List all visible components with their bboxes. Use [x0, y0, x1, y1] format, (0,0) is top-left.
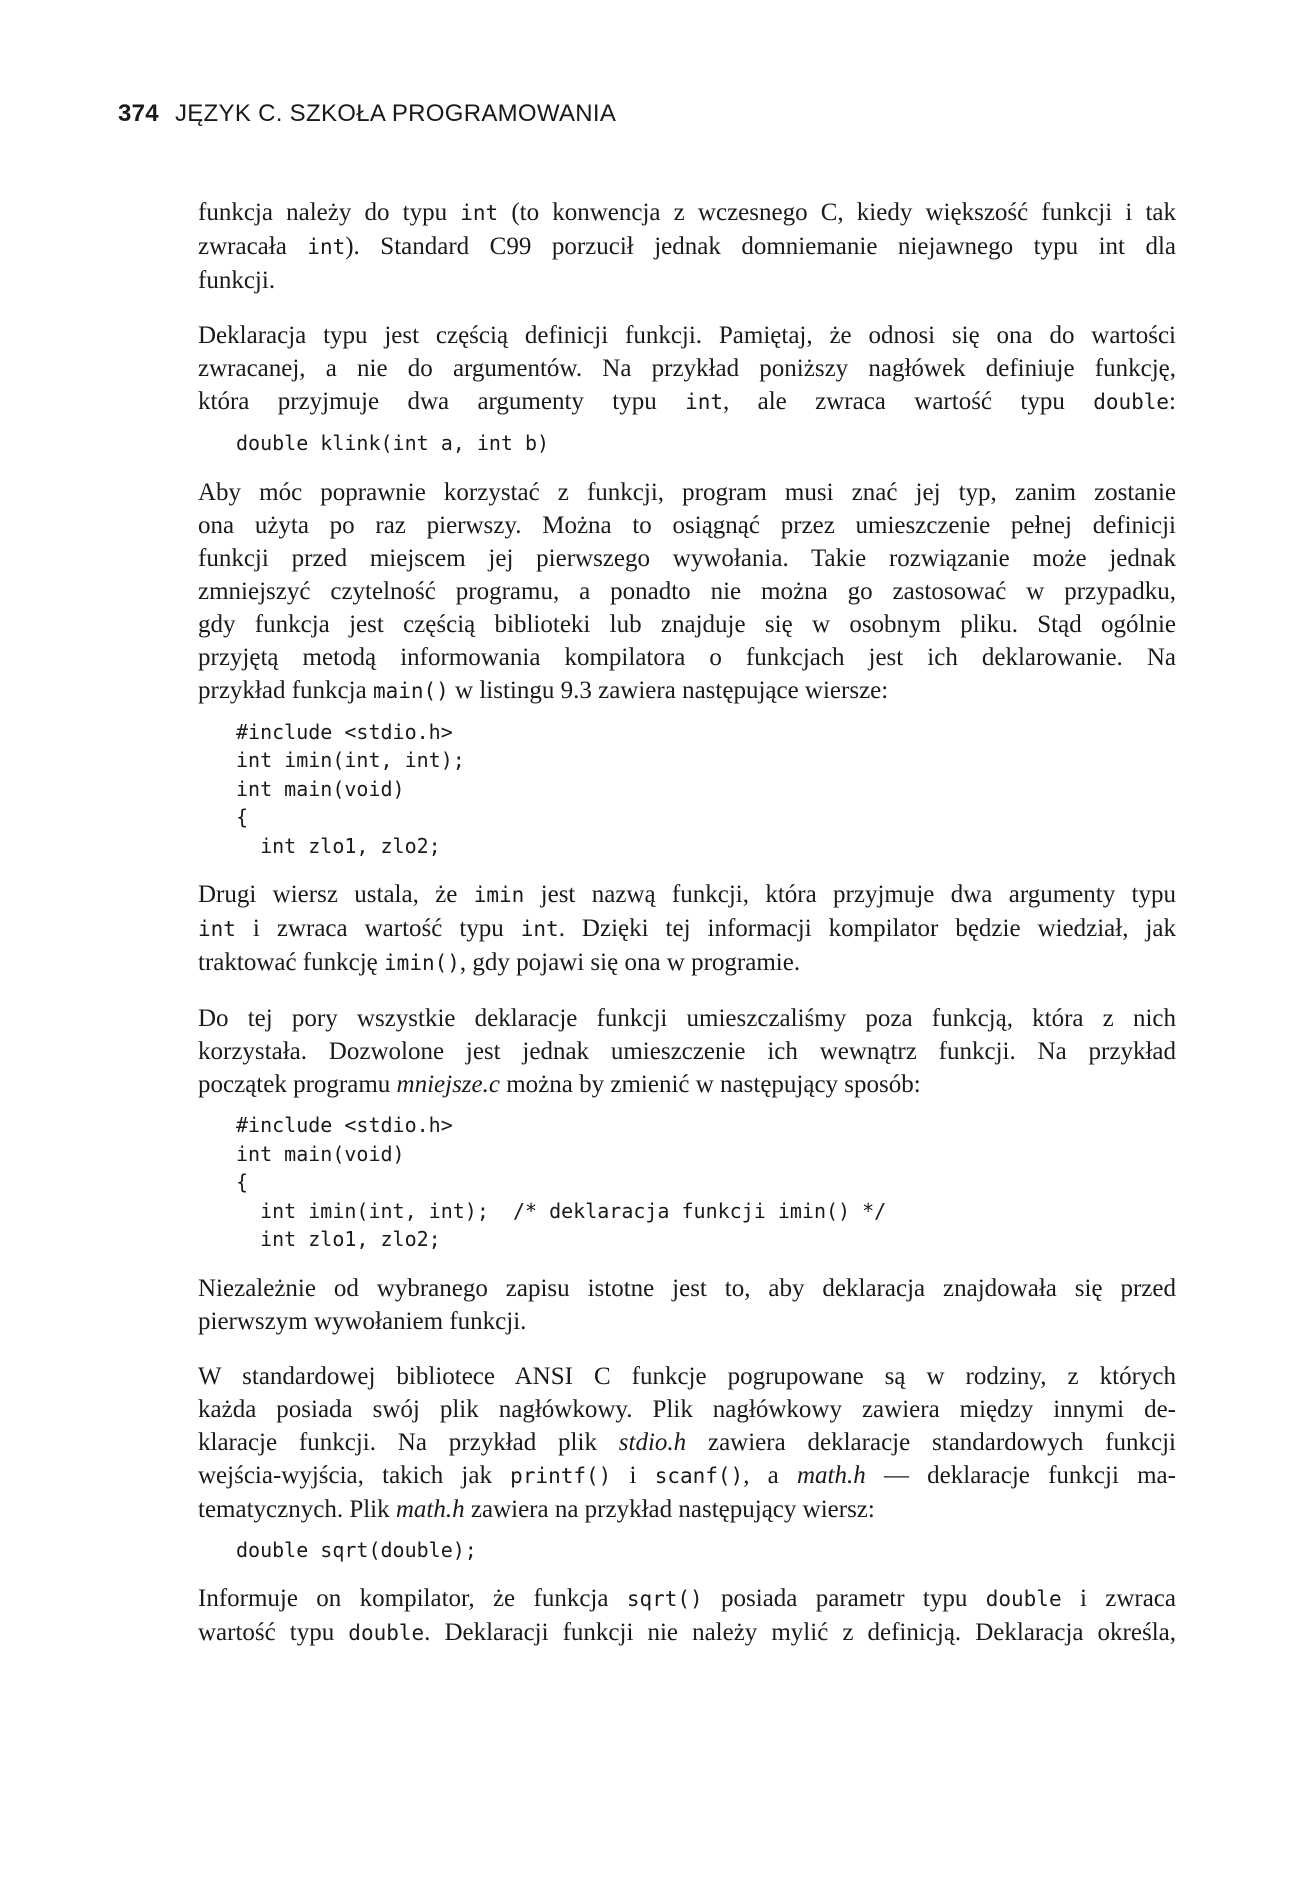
- text: funkcja należy do typu: [198, 199, 461, 226]
- code-line: {: [236, 805, 249, 829]
- text-line: zmniejszyć czytelność programu, a ponadto nie można go zastosować w przypadku,: [198, 577, 1176, 605]
- inline-code: printf(): [510, 1463, 612, 1488]
- paragraph-4: [198, 878, 1176, 980]
- code-line: int imin(int, int);: [236, 748, 465, 772]
- text-line: [198, 1426, 1176, 1459]
- text-line: Aby móc poprawnie korzystać z funkcji, program musi znać jej typ, zanim zostanie: [198, 478, 1176, 506]
- text-line: [198, 1459, 1176, 1493]
- text: i: [611, 1461, 655, 1489]
- text-line: W standardowej bibliotece ANSI C funkcje pogrupowane są w rodziny, z których: [198, 1362, 1176, 1390]
- text-line: [198, 1493, 1176, 1526]
- inline-code: int: [307, 235, 346, 259]
- text-line: [198, 385, 1176, 419]
- code-line: double sqrt(double);: [236, 1537, 477, 1562]
- filename: stdio.h: [618, 1428, 687, 1456]
- text: traktować funkcję: [198, 949, 385, 976]
- page-content: [198, 196, 1176, 1672]
- code-line: double klink(int a, int b): [236, 431, 550, 455]
- text: i zwraca: [1061, 1585, 1176, 1612]
- text-line: [198, 196, 1176, 230]
- text-line: [198, 878, 1176, 912]
- code-block-3: [236, 1111, 1176, 1254]
- code-block-1: [236, 429, 1176, 458]
- paragraph-8: [198, 1582, 1176, 1650]
- text-line: korzystała. Dozwolone jest jednak umieszczenie ich wewnątrz funkcji. Na przykład: [198, 1038, 1176, 1065]
- text: (to konwencja z wczesnego C, kiedy większość funkcji i tak: [498, 199, 1176, 226]
- text: początek programu: [198, 1071, 397, 1098]
- text-line: zwracanej, a nie do argumentów. Na przykład poniższy nagłówek definiuje funkcję,: [198, 355, 1176, 382]
- code-block-2: [236, 718, 1176, 861]
- text: ). Standard C99 porzucił jednak domniemanie niejawnego typu int dla: [345, 233, 1176, 260]
- code-line: {: [236, 1170, 249, 1194]
- filename: math.h: [797, 1461, 866, 1489]
- text-line: pierwszym wywołaniem funkcji.: [198, 1307, 527, 1335]
- text: . Dzięki tej informacji kompilator będzie wiedział, jak: [558, 915, 1176, 942]
- text: . Deklaracji funkcji nie należy mylić z definicją. Deklaracja określa,: [424, 1619, 1176, 1646]
- text: , ale zwraca wartość typu: [723, 388, 1094, 415]
- code-line: int main(void): [236, 1141, 405, 1166]
- inline-code: double: [348, 1621, 425, 1645]
- paragraph-5: [198, 1002, 1176, 1101]
- text: Informuje on kompilator, że funkcja: [198, 1585, 627, 1612]
- text: jest nazwą funkcji, która przyjmuje dwa argumenty typu: [524, 881, 1177, 908]
- paragraph-7: [198, 1360, 1176, 1526]
- paragraph-2: [198, 319, 1176, 419]
- code-line: int zlo1, zlo2;: [236, 833, 441, 858]
- code-line: int zlo1, zlo2;: [236, 1227, 441, 1251]
- page-number: 374: [118, 100, 159, 127]
- inline-code: imin: [473, 883, 525, 907]
- text-line: Niezależnie od wybranego zapisu istotne jest to, aby deklaracja znajdowała się przed: [198, 1274, 1176, 1302]
- code-line: int main(void): [236, 776, 405, 801]
- text: zwracała: [198, 233, 308, 260]
- text: przykład funkcja: [198, 676, 373, 704]
- text-line: [198, 1582, 1176, 1616]
- inline-code: scanf(): [654, 1463, 744, 1488]
- filename: math.h: [395, 1495, 465, 1523]
- text: tematycznych. Plik: [198, 1495, 396, 1523]
- inline-code: int: [520, 917, 559, 941]
- text-line: [198, 674, 1176, 708]
- inline-code: sqrt(): [626, 1587, 703, 1611]
- text-line: funkcji przed miejscem jej pierwszego wywołania. Takie rozwiązanie może jednak: [198, 544, 1176, 572]
- filename: mniejsze.c: [396, 1071, 500, 1098]
- inline-code: imin(): [384, 951, 460, 975]
- text: można by zmienić w następujący sposób:: [499, 1071, 921, 1098]
- text-line: [198, 230, 1176, 264]
- inline-code: double: [985, 1587, 1062, 1611]
- paragraph-1: [198, 196, 1176, 297]
- text: :: [1169, 388, 1176, 415]
- paragraph-3: [198, 476, 1176, 708]
- text-line: Do tej pory wszystkie deklaracje funkcji umieszczaliśmy poza funkcją, która z nich: [198, 1005, 1176, 1032]
- text: w listingu 9.3 zawiera następujące wiersze:: [448, 676, 889, 704]
- text: Drugi wiersz ustala, że: [198, 881, 474, 908]
- text-line: [198, 946, 1176, 980]
- inline-code: main(): [372, 678, 449, 703]
- inline-code: int: [198, 917, 236, 941]
- text: wartość typu: [198, 1619, 349, 1646]
- text: posiada parametr typu: [702, 1585, 986, 1612]
- text: która przyjmuje dwa argumenty typu: [198, 388, 686, 415]
- inline-code: int: [685, 390, 724, 414]
- code-line: #include <stdio.h>: [236, 1113, 453, 1137]
- text-line: Deklaracja typu jest częścią definicji funkcji. Pamiętaj, że odnosi się ona do wartości: [198, 322, 1176, 349]
- text-line: przyjętą metodą informowania kompilatora o funkcjach jest ich deklarowanie. Na: [198, 643, 1176, 671]
- text: , a: [743, 1461, 797, 1489]
- text-line: [198, 1616, 1176, 1650]
- text: — deklaracje funkcji ma-: [865, 1461, 1176, 1489]
- text: klaracje funkcji. Na przykład plik: [198, 1428, 619, 1456]
- text-line: gdy funkcja jest częścią biblioteki lub znajduje się w osobnym pliku. Stąd ogólnie: [198, 610, 1176, 638]
- inline-code: int: [460, 201, 499, 225]
- text: zawiera deklaracje standardowych funkcji: [686, 1428, 1176, 1456]
- code-block-4: [236, 1536, 1176, 1565]
- text-line: funkcji.: [198, 267, 276, 294]
- text: zawiera na przykład następujący wiersz:: [464, 1495, 875, 1523]
- text: i zwraca wartość typu: [235, 915, 521, 942]
- code-line: #include <stdio.h>: [236, 719, 453, 744]
- text-line: [198, 912, 1176, 946]
- paragraph-6: [198, 1272, 1176, 1338]
- text: wejścia-wyjścia, takich jak: [198, 1461, 511, 1489]
- text-line: [198, 1068, 1176, 1101]
- text: , gdy pojawi się ona w programie.: [459, 949, 801, 976]
- text-line: każda posiada swój plik nagłówkowy. Plik nagłówkowy zawiera między innymi de-: [198, 1395, 1176, 1423]
- text-line: ona użyta po raz pierwszy. Można to osiągnąć przez umieszczenie pełnej definicji: [198, 511, 1176, 539]
- code-line: int imin(int, int); /* deklaracja funkcji imin() */: [236, 1198, 887, 1223]
- running-header: [118, 100, 616, 128]
- inline-code: double: [1093, 390, 1170, 414]
- book-title: JĘZYK C. SZKOŁA PROGRAMOWANIA: [174, 100, 617, 127]
